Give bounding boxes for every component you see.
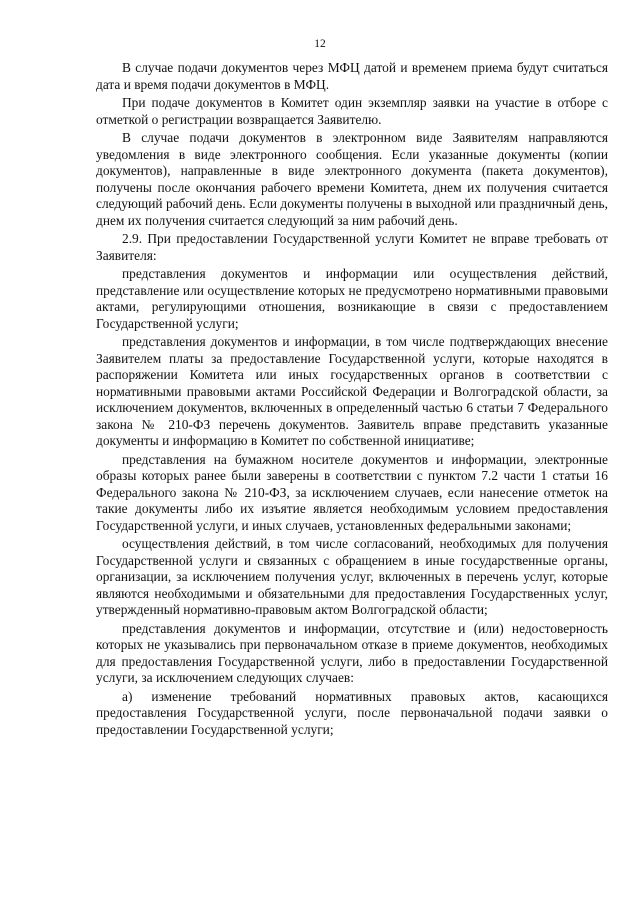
paragraph-committee-submission-copy: При подаче документов в Комитет один экземпляр заявки на участие в отборе с отметкой о регистрации возвращается Заявителю. — [96, 95, 608, 127]
page-number: 12 — [314, 38, 326, 50]
document-body — [96, 60, 608, 740]
paragraph-electronic-submission: В случае подачи документов в электронном виде Заявителям направляются уведомления в виде электронного сообщения. Если указанные документы (копии документов), направленные в виде электронного документа (пакета документов), получены после окончания рабочего времени Комитета, днем их получения считается следующий рабочий день. Если документы получены в выходной или праздничный день, днем их получения считается следующий за ним рабочий день. — [96, 130, 608, 228]
paragraph-section-2-9: 2.9. При предоставлении Государственной услуги Комитет не вправе требовать от Заявителя: — [96, 231, 608, 263]
paragraph-mfc-submission-time: В случае подачи документов через МФЦ датой и временем приема будут считаться дата и время подачи документов в МФЦ. — [96, 60, 608, 92]
paragraph-absent-documents: представления документов и информации, отсутствие и (или) недостоверность которых не указывались при первоначальном отказе в приеме документов, необходимых для предоставления Государственной услуги, либо в предоставлении Государственной услуги, за исключением следующих случаев: — [96, 620, 608, 685]
paragraph-approvals: осуществления действий, в том числе согласований, необходимых для получения Государственной услуги и связанных с обращением в иные государственные органы, организации, за исключением получения услуг, включенных в перечень услуг, которые являются необходимыми и обязательными для предоставления Государственных услуг, утвержденный нормативно-правовым актом Волгоградской области; — [96, 536, 608, 617]
paragraph-case-a: а) изменение требований нормативных правовых актов, касающихся предоставления Государственной услуги, после первоначальной подачи заявки о предоставлении Государственной услуги; — [96, 688, 608, 737]
paragraph-not-required-actions: представления документов и информации или осуществления действий, представление или осуществление которых не предусмотрено нормативными правовыми актами, регулирующими отношения, возникающие в связи с предоставлением Государственной услуги; — [96, 266, 608, 331]
paragraph-documents-in-possession: представления документов и информации, в том числе подтверждающих внесение Заявителем платы за предоставление Государственной услуги, которые находятся в распоряжении Комитета или иных государственных органов в соответствии с нормативными правовыми актами Российской Федерации и Волгоградской области, за исключением документов, включенных в определенный частью 6 статьи 7 Федерального закона № 210-ФЗ перечень документов. Заявитель вправе представить указанные документы и информацию в Комитет по собственной инициативе; — [96, 334, 608, 448]
paragraph-paper-documents: представления на бумажном носителе документов и информации, электронные образы которых ранее были заверены в соответствии с пунктом 7.2 части 1 статьи 16 Федерального закона № 210-ФЗ, за исключением случаев, если нанесение отметок на такие документы либо их изъятие является необходимым условием предоставления Государственной услуги, и иных случаев, установленных федеральными законами; — [96, 451, 608, 533]
